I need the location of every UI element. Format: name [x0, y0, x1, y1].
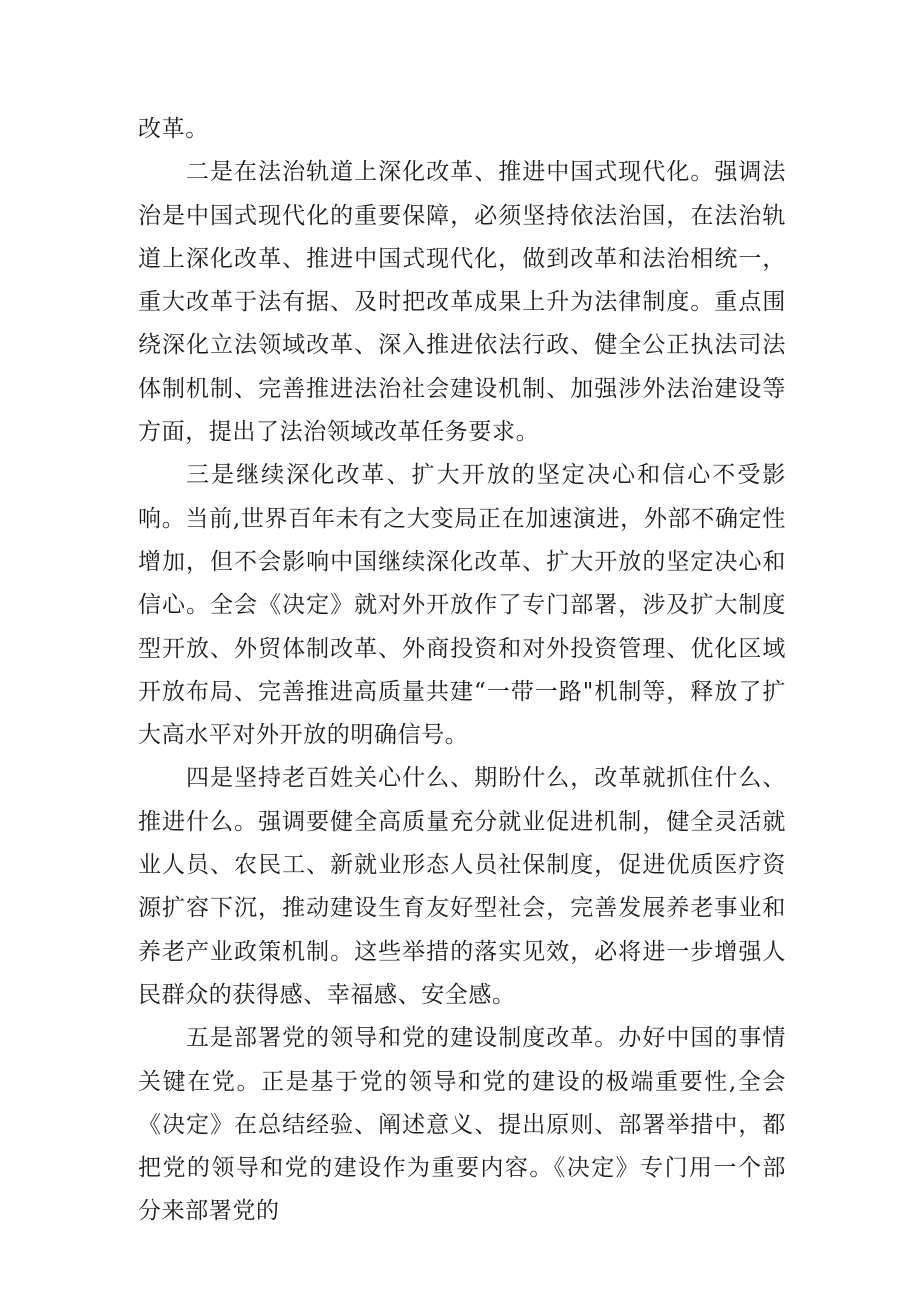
body-text	[138, 108, 786, 1234]
paragraph-point-5: 五是部署党的领导和党的建设制度改革。办好中国的事情关键在党。正是基于党的领导和党的建设的极端重要性,全会《决定》在总结经验、阐述意义、提出原则、部署举措中，都把党的领导和党的建设作为重要内容。《决定》专门用一个部分来部署党的	[138, 1025, 786, 1225]
paragraph-point-3: 三是继续深化改革、扩大开放的坚定决心和信心不受影响。当前,世界百年未有之大变局正在加速演进，外部不确定性增加，但不会影响中国继续深化改革、扩大开放的坚定决心和信心。全会《决定》就对外开放作了专门部署，涉及扩大制度型开放、外贸体制改革、外商投资和对外投资管理、优化区域开放布局、完善推进高质量共建“一带一路"机制等，释放了扩大高水平对外开放的明确信号。	[138, 462, 786, 749]
paragraph-carryover: 改革。	[138, 116, 209, 142]
paragraph-point-2: 二是在法治轨道上深化改革、推进中国式现代化。强调法治是中国式现代化的重要保障，必须坚持依法治国，在法治轨道上深化改革、推进中国式现代化，做到改革和法治相统一，重大改革于法有据、及时把改革成果上升为法律制度。重点围绕深化立法领域改革、深入推进依法行政、健全公正执法司法体制机制、完善推进法治社会建设机制、加强涉外法治建设等方面，提出了法治领域改革任务要求。	[138, 159, 786, 446]
paragraph-point-4: 四是坚持老百姓关心什么、期盼什么，改革就抓住什么、推进什么。强调要健全高质量充分就业促进机制，健全灵活就业人员、农民工、新就业形态人员社保制度，促进优质医疗资源扩容下沉，推动建设生育友好型社会，完善发展养老事业和养老产业政策机制。这些举措的落实见效，必将进一步增强人民群众的获得感、幸福感、安全感。	[138, 765, 786, 1008]
